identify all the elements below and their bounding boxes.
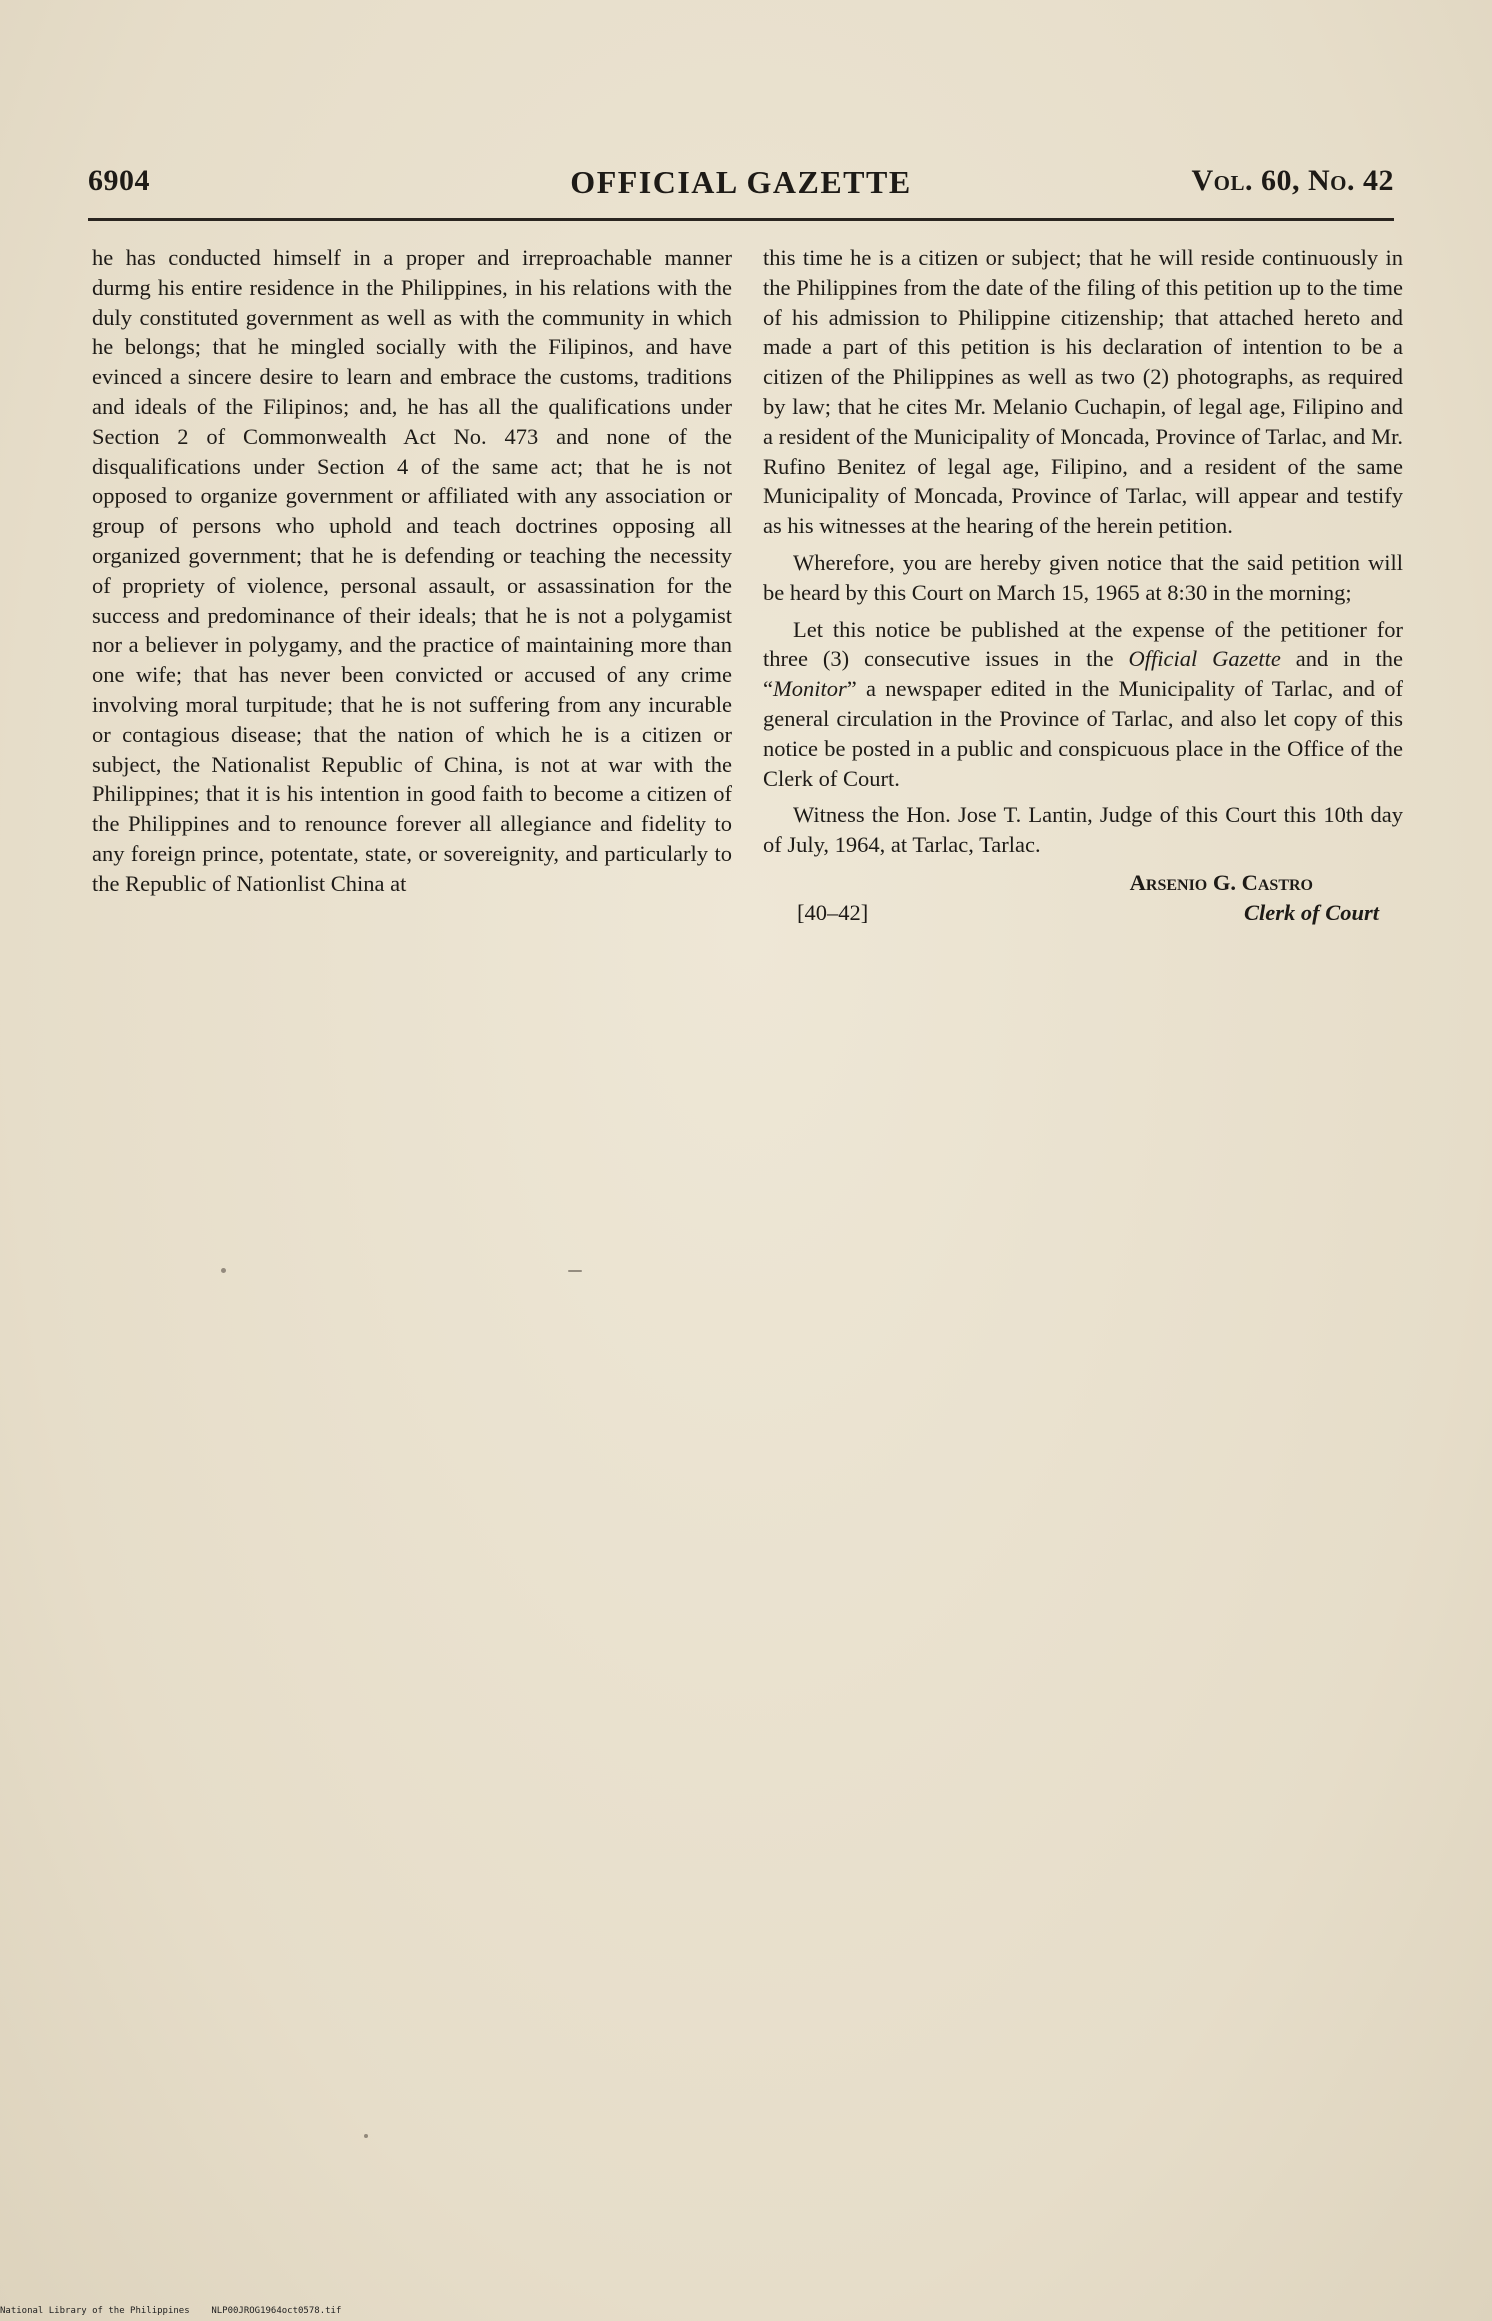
publication-order-text-3: ” a newspaper edited in the Municipality of Tarlac, and of general circulation in the Province of Tarlac, and also let copy of this notice be posted in a public and conspicuous place in the Office of the Clerk of Court. (763, 676, 1403, 791)
right-column (763, 243, 1403, 928)
publication-order-text-1: Let this notice be published at the expense of the petitioner for three (3) consecutive issues in the (763, 616, 1403, 672)
publication-order-paragraph (763, 615, 1403, 794)
left-column (92, 243, 732, 906)
volume-number: Vol. 60, No. 42 (1191, 164, 1394, 197)
official-gazette-name: Official Gazette (1128, 646, 1281, 672)
ink-spot (364, 2134, 368, 2138)
case-reference: [40–42] (797, 899, 869, 925)
signatory-name: Arsenio G. Castro (1129, 869, 1313, 895)
ink-spot (568, 1270, 582, 1272)
publication-order-text-2: and in the “ (763, 646, 1403, 702)
hearing-notice-paragraph: Wherefore, you are hereby given notice that the said petition will be heard by this Court on March 15, 1965 at 8:30 in the morning; (763, 549, 1403, 605)
petition-continuation-paragraph: this time he is a citizen or subject; that he will reside continuously in the Philippines from the date of the filing of this petition up to the time of his admission to Philippine citizenship; that attached hereto and made a part of this petition is his declaration of intention to be a citizen of the Philippines as well as two (2) photographs, as required by law; that he cites Mr. Melanio Cuchapin, of legal age, Filipino and a resident of the Municipality of Moncada, Province of Tarlac, and Mr. Rufino Benitez of legal age, Filipino, and a resident of the same Municipality of Moncada, Province of Tarlac, will appear and testify as his witnesses at the hearing of the herein petition. (763, 245, 1403, 539)
header-rule (88, 218, 1394, 221)
signature-line (763, 898, 1403, 928)
publication-title: OFFICIAL GAZETTE (570, 164, 912, 200)
page-number: 6904 (88, 164, 150, 197)
signatory-title: Clerk of Court (1243, 899, 1379, 925)
witness-paragraph: Witness the Hon. Jose T. Lantin, Judge of this Court this 10th day of July, 1964, at Tarlac, Tarlac. (763, 802, 1403, 858)
scan-footer-note: National Library of the Philippines NLP00JROG1964oct0578.tif (0, 2306, 342, 2316)
page-header (88, 160, 1394, 206)
left-column-paragraph: he has conducted himself in a proper and irreproachable manner durmg his entire residence in the Philippines, in his relations with the duly constituted government as well as with the community in which he belongs; that he mingled socially with the Filipinos, and have evinced a sincere desire to learn and embrace the customs, traditions and ideals of the Filipinos; and, he has all the qualifications under Section 2 of Commonwealth Act No. 473 and none of the disqualifications under Section 4 of the same act; that he is not opposed to organize government or affiliated with any association or group of persons who uphold and teach doctrines opposing all organized government; that he is defending or teaching the necessity of propriety of violence, personal assault, or assassination for the success and predominance of their ideals; that he is not a polygamist nor a believer in polygamy, and the practice of maintaining more than one wife; that has never been convicted or accused of any crime involving moral turpitude; that he is not suffering from any incurable or contagious disease; that the nation of which he is a citizen or subject, the Nationalist Republic of China, is not at war with the Philippines; that it is his intention in good faith to become a citizen of the Philippines and to renounce forever all allegiance and fidelity to any foreign prince, potentate, state, or sovereignity, and particularly to the Republic of Nationlist China at (92, 245, 732, 896)
monitor-newspaper-name: Monitor (773, 676, 847, 702)
ink-spot (221, 1268, 226, 1273)
